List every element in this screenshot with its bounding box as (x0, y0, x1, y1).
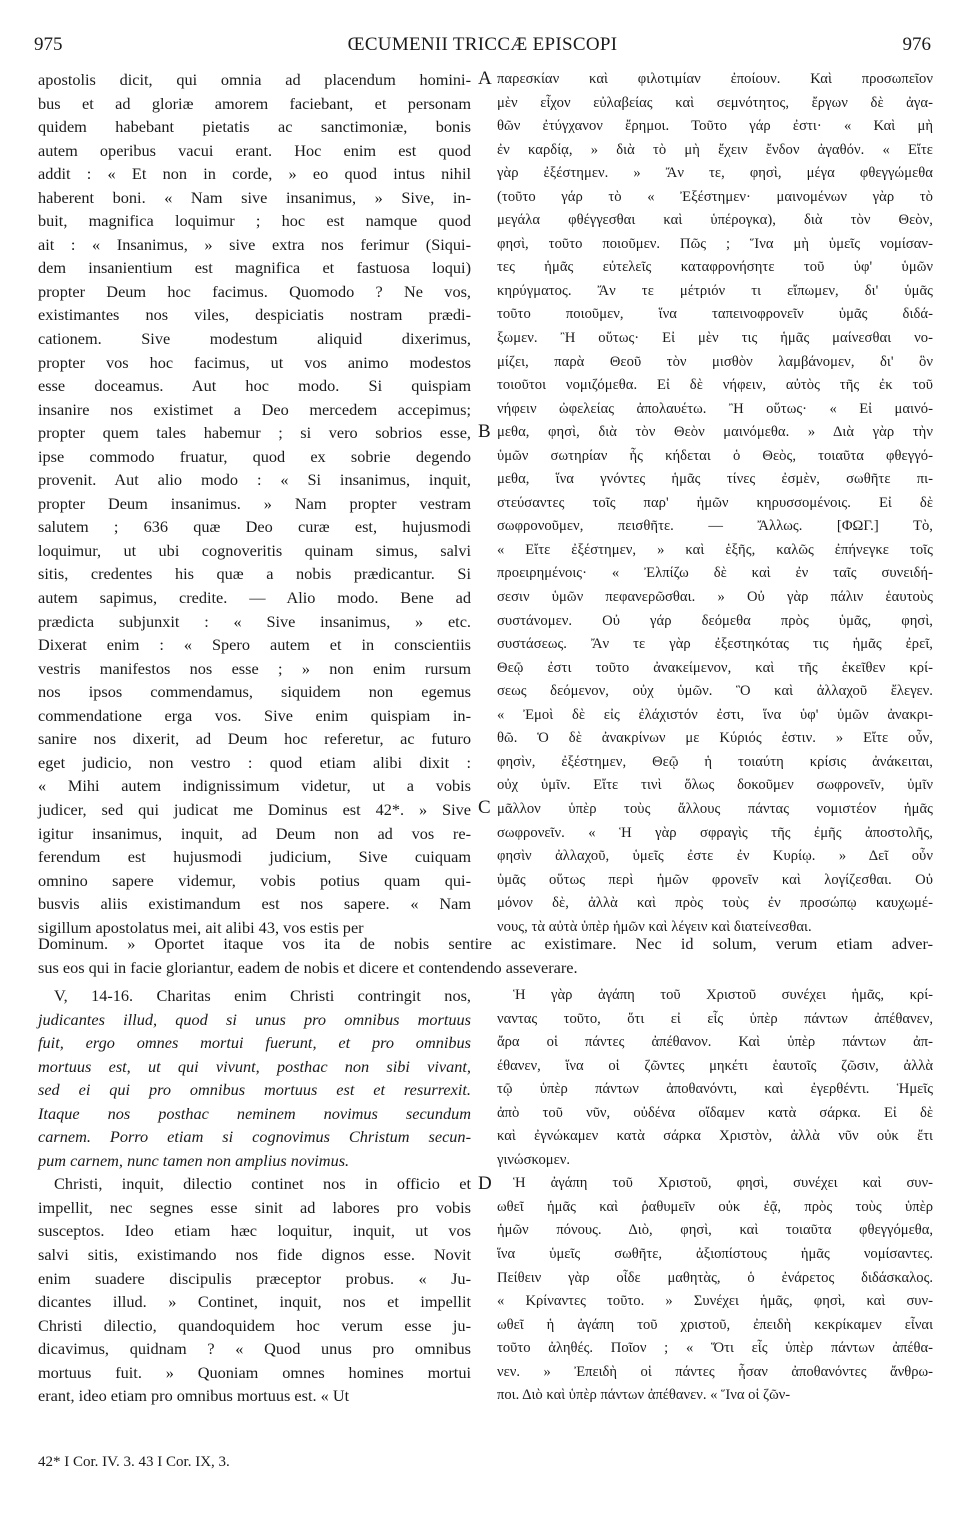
text-line: θῶν ἐτύγχανον ἔρημοι. Τοῦτο γάρ ἐστι· « Καὶ μὴ (497, 118, 933, 135)
text-line: φησὶν ἀλλαχοῦ, ὑμεῖς ἐστε ἐν Κυρίῳ. » Δεῖ οὖν (497, 848, 933, 865)
text-line: propter Deum hoc facimus. Quomodo ? Ne vos, (38, 281, 471, 301)
page-header (34, 34, 931, 58)
text-line: προειρημένοις· « Ἐλπίζω δὲ καὶ ἐν ταῖς συνειδή- (497, 565, 933, 582)
text-line: « Mihi autem indignissimum videtur, ut a vobis (38, 776, 471, 796)
text-line: (τοῦτο γάρ τὸ « Ἐξέστημεν· μαινομένων γὰρ τὸ (497, 188, 933, 205)
latin-column-bottom (38, 984, 471, 1408)
text-line: Dixerat enim : « Spero autem et in conscientiis (38, 635, 471, 655)
text-line: ὑμᾶς οὕτως περὶ ἡμῶν φρονεῖν καὶ λογίζεσθαι. Οὐ (497, 871, 933, 888)
text-line: νους, τὰ αὐτὰ ὑπὲρ ἡμῶν καὶ λέγειν καὶ διατείνεσθαι. (497, 918, 812, 935)
text-line: μὲν εἶχον εὐλαβείας καὶ σεμνότητος, ἔργων δὲ ἀγα- (497, 94, 933, 111)
text-line: γὰρ ἐξέστημεν. » Ἄν τε, φησὶ, μέγα φθεγγώμεθα (497, 165, 933, 182)
text-line: fuit, ergo omnes mortui fuerunt, et pro omnibus (38, 1033, 471, 1053)
text-line: ἀπὸ τοῦ νῦν, οὐδένα οἴδαμεν κατὰ σάρκα. Εἰ δὲ (497, 1104, 933, 1121)
text-line: quidem habebant pietatis ac sanctimoniæ, bonis (38, 117, 471, 137)
running-title: ŒCUMENII TRICCÆ EPISCOPI (347, 34, 618, 55)
text-line: σωφρονοῦμεν, πεισθῆτε. — Ἄλλως. [ΦΩΓ.] Τὸ, (497, 518, 933, 535)
text-line: ἵνα ὑμεῖς σωθῆτε, ἀξιοπίστους ἡμᾶς νομίσαντες. (497, 1246, 933, 1263)
text-line: τοῦτο ποιοῦμεν, ἵνα ταπεινοφρονεῖν ὑμᾶς διδά- (497, 306, 933, 323)
greek-column-bottom (497, 984, 933, 1408)
footnote: 42* I Cor. IV. 3. 43 I Cor. IX, 3. (38, 1454, 230, 1470)
text-line: νεν. » Ἐπειδὴ οἱ πάντες ἦσαν ἀποθανόντες ἄνθρω- (497, 1363, 933, 1380)
text-line: judicer, sed qui judicat me Dominus est 42*. » Sive (38, 799, 471, 819)
text-line: sanire nos dixerit, ad Deum hoc referetur, ac futuro (38, 729, 471, 749)
text-line: bus et ad gloriæ amorem faciebant, et personam (38, 93, 471, 113)
text-line: loquimur, ut ubi cognoveritis quinam simus, salvi (38, 540, 471, 560)
text-line: ξωμεν. Ἢ οὕτως· Εἰ μὲν τις ἡμᾶς μαίνεσθαι νο- (497, 330, 933, 347)
text-line: φησὶν, ἐξέστημεν, Θεῷ ἡ τοιαύτη κρίσις ἀνάκειται, (497, 753, 933, 770)
text-line: propter Deum insanimus. » Nam propter vestram (38, 493, 471, 513)
text-line: buit, magnifica loquimur ; hoc est namque quod (38, 211, 471, 231)
text-line: mortuus fuit. » Quoniam omnes homines mortui (38, 1362, 471, 1382)
text-line: μᾶλλον ὑπὲρ τοὺς ἄλλους πάντας νομιστέον ἡμᾶς (497, 800, 933, 817)
text-line: τες ἡμᾶς εὐτελεῖς καταφρονήσητε τοῦ ὑφ' ὑμῶν (497, 259, 933, 276)
text-line: ἡμῶν πόνους. Διὸ, φησὶ, καὶ τοιαῦτα φθεγγόμεθα, (497, 1222, 933, 1239)
text-line: igitur insanimus, inquit, ad Deum non ad vos re- (38, 823, 471, 843)
text-line: salvi sitis, existimando nos fide dignos esse. Novit (38, 1245, 471, 1265)
text-line: insanire nos existimet a Deo mercedem accepimus; (38, 399, 471, 419)
margin-marker-c: C (478, 797, 491, 818)
text-line: « Ἐμοὶ δὲ εἰς ἐλάχιστόν ἐστι, ἵνα ὑφ' ὑμῶν ἀνακρι- (497, 706, 933, 723)
text-line: στεύσαντες τοῖς παρ' ἡμῶν κηρυσσομένοις. Εἰ δὲ (497, 494, 933, 511)
text-line: addit : « Et non in corde, » eo quod intus nihil (38, 164, 471, 184)
text-line: μεγάλα φθέγγεσθαι καὶ ὑπέρογκα), διὰ τὸν Θεὸν, (497, 212, 933, 229)
text-line: μεθα, φησὶ, διὰ τὸν Θεὸν μαινόμεθα. » Διὰ γὰρ τὴν (497, 424, 933, 441)
text-line: παρεσκίαν καὶ φιλοτιμίαν ἐποίουν. Καὶ προσωπεῖον (497, 71, 933, 87)
text-line: dem insanientium est magnifica et fastuosa loqui) (38, 258, 471, 278)
text-line: μεθα, ἵνα γνόντες ἡμᾶς τίνες ἐσμὲν, σωθῆτε πι- (497, 471, 933, 488)
text-line: prædicta subjunxit : « Sive insanimus, » etc. (38, 611, 471, 631)
margin-marker-a: A (478, 68, 492, 89)
text-line: έθανεν, ἵνα οἱ ζῶντες μηκέτι ἑαυτοῖς ζῶσιν, ἀλλὰ (497, 1057, 933, 1074)
text-line: commendatione erga vos. Sive enim quispiam in- (38, 705, 471, 725)
text-line: σωφρονεῖν. « Ἡ γὰρ σφραγὶς τῆς ἐμῆς ἀποστολῆς, (497, 824, 933, 841)
text-line: ποι. Διὸ καὶ ὑπὲρ πάντων ἀπέθανεν. « Ἵνα οἱ ζῶν- (497, 1387, 791, 1404)
full-width-text (38, 932, 933, 979)
text-line: κηρύγματος. Ἄν τε μέτριόν τι εἴπωμεν, δι' ὑμᾶς (497, 282, 933, 299)
text-line: carnem. Porro etiam si cognovimus Christum secun- (38, 1127, 471, 1147)
margin-marker-b: B (478, 421, 491, 442)
margin-marker-d: D (478, 1173, 492, 1194)
text-line: σεως δεόμενον, οὐχ ὑμῶν. Ὃ καὶ ἀλλαχοῦ ἔλεγεν. (497, 683, 933, 700)
text-line: provenit. Aut alio modo : « Si insanimus, inquit, (38, 470, 471, 490)
text-line: cationem. Sive modestum aliquid dixerimus, (38, 329, 471, 349)
text-line: συστάνομεν. Οὐ γάρ δεόμεθα πρὸς ὑμᾶς, φησὶ, (497, 612, 933, 629)
text-line: ipse commodo fruatur, quod ex sobrie degendo (38, 446, 471, 466)
text-line: omnino sapere videmur, vobis potius quam qui- (38, 870, 471, 890)
text-line: τοῦτο ἀληθές. Ποῖον ; « Ὅτι εἷς ὑπὲρ πάντων ἀπέθα- (497, 1340, 933, 1357)
text-line: Itaque nos posthac neminem novimus secundum (38, 1103, 471, 1123)
text-line: γινώσκομεν. (497, 1151, 570, 1168)
text-line: Christi, inquit, dilectio continet nos in officio et (54, 1174, 471, 1194)
text-line: σεσιν ὑμῶν πεφανερῶσθαι. » Οὐ γὰρ πάλιν ἑαυτοὺς (497, 589, 933, 606)
text-line: autem sapimus, credite. — Alio modo. Bene ad (38, 588, 471, 608)
text-line: V, 14-16. Charitas enim Christi contringit nos, (54, 986, 471, 1005)
text-line: vestris manifestos nos esse ; » non enim rursum (38, 658, 471, 678)
text-line: impellit, nec segnes esse sinit ad labores pro vobis (38, 1197, 471, 1217)
text-line: dicavimus, quidnam ? « Quod unus pro omnibus (38, 1339, 471, 1359)
text-line: καὶ ἐγνώκαμεν κατὰ σάρκα Χριστὸν, ἀλλὰ νῦν οὐκ ἔτι (497, 1128, 933, 1145)
text-line: mortuus est, ut qui vivunt, posthac non sibi vivant, (38, 1056, 471, 1076)
text-line: οὐχ ὑμῖν. Εἴτε τινὶ ὅλως δοκοῦμεν σωφρονεῖν, ὑμῖν (497, 777, 933, 794)
latin-column-top (38, 68, 471, 939)
text-line: enim suadere discipulis præceptor probus. « Ju- (38, 1268, 471, 1288)
left-page-number: 975 (34, 34, 63, 55)
text-line: « Εἴτε ἐξέστημεν, » καὶ ἑξῆς, καλῶς ἐπήνεγκε τοῖς (497, 541, 933, 558)
text-line: μόνον δὲ, ἀλλὰ καὶ πρὸς τοὺς ἐν προσώπῳ καυχωμέ- (497, 895, 933, 912)
text-line: τῷ ὑπὲρ πάντων ἀποθανόντι, καὶ ἐγερθέντι. Ἡμεῖς (497, 1081, 933, 1098)
text-line: dicantes illud. » Continet, inquit, nos et impellit (38, 1292, 471, 1312)
text-line: ὑμῶν σωτηρίαν ἧς κήδεται ὁ Θεὸς, τοιαῦτα φθεγγό- (497, 447, 933, 464)
text-line: « Κρίναντες τοῦτο. » Συνέχει ἡμᾶς, φησὶ, καὶ συν- (497, 1293, 933, 1310)
text-line: ferendum est hujusmodi judicium, Sive cuiquam (38, 847, 471, 867)
text-line: erant, ideo etiam pro omnibus mortuus est. « Ut (38, 1386, 350, 1406)
text-line: ναντας τοῦτο, ὅτι εἰ εἷς ὑπὲρ πάντων ἀπέθανεν, (497, 1010, 933, 1027)
text-line: ἐν καρδίᾳ, » διὰ τὸ μὴ ἔχειν ἔνδον ἀγαθόν. « Εἴτε (497, 141, 933, 158)
text-line: nos ipsos commendamus, siquidem non egemus (38, 682, 471, 702)
text-line: sus eos qui in facie gloriantur, eadem de nobis et dicere et contendendo asseverare. (38, 957, 578, 977)
text-line: haberent boni. « Nam sive insanimus, » Sive, in- (38, 187, 471, 207)
text-line: ωθεῖ ἡ ἀγάπη τοῦ χριστοῦ, ἐπειδὴ κεκρίκαμεν εἶναι (497, 1316, 933, 1333)
text-line: Θεῷ ἐστι τοῦτο ἀνακείμενον, καὶ τῆς ἐκεῖθεν κρί- (497, 659, 933, 676)
text-line: judicantes illud, quod si unus pro omnibus mortuus (38, 1009, 471, 1029)
text-line: eget judicio, non vestro : quod etiam alibi dixit : (38, 752, 471, 772)
text-line: θῶ. Ὁ δὲ ἀνακρίνων με Κύριός ἐστιν. » Εἴτε οὖν, (497, 730, 933, 747)
text-line: Πείθειν γὰρ οἶδε μαθητὰς, ὁ ἐνάρετος διδάσκαλος. (497, 1269, 933, 1286)
text-line: sed ei qui pro omnibus mortuus est et resurrexit. (38, 1080, 471, 1100)
text-line: τοιοῦτοι νομιζόμεθα. Εἰ δὲ νήφειν, αὐτὸς τῆς ἐκ τοῦ (497, 377, 933, 394)
text-line: pum carnem, nunc tamen non amplius novimus. (38, 1150, 350, 1170)
text-line: Dominum. » Oportet itaque vos ita de nobis sentire ac existimare. Nec id solum, verum etiam adver- (38, 934, 933, 953)
text-line: Ἡ γὰρ ἀγάπη τοῦ Χριστοῦ συνέχει ἡμᾶς, κρί- (513, 987, 933, 1003)
text-line: συστάσεως. Ἄν τε γὰρ ἐξεστηκότας τις ἡμᾶς ἐρεῖ, (497, 636, 933, 653)
text-line: autem operibus vacui erant. Hoc enim est quod (38, 140, 471, 160)
text-line: propter vos hoc facimus, ut vos animo modestos (38, 352, 471, 372)
text-line: ωθεῖ ἡμᾶς καὶ ῥαθυμεῖν οὐκ ἐᾷ, πρὸς τοὺς ὑπὲρ (497, 1198, 933, 1215)
text-line: busvis aliis existimandum est nos sapere. « Nam (38, 894, 471, 914)
right-page-number: 976 (902, 34, 931, 55)
text-line: sigillum apostolatus mei, ait alibi 43, vos estis per (38, 917, 364, 937)
greek-column-top (497, 68, 933, 939)
text-line: νήφειν ὠφελείας ἀπολαυέτω. Ἢ οὕτως· « Εἰ μαινό- (497, 400, 933, 417)
text-line: Ἡ ἀγάπη τοῦ Χριστοῦ, φησὶ, συνέχει καὶ συν- (513, 1175, 933, 1192)
text-line: μίζει, παρὰ Θεοῦ τὸν μισθὸν λαμβάνομεν, δι' ὃν (497, 353, 933, 370)
text-line: susceptos. Ideo etiam hæc loquitur, inquit, ut vos (38, 1221, 471, 1241)
text-line: salutem ; 636 quæ Deo curæ est, hujusmodi (38, 517, 471, 537)
text-line: propter quem tales habemur ; si vero sobrios esse, (38, 423, 471, 443)
text-line: Christi dilectio, quandoquidem hoc verum esse ju- (38, 1315, 471, 1335)
text-line: esse doceamus. Aut hoc modo. Si quispiam (38, 376, 471, 396)
text-line: apostolis dicit, qui omnia ad placendum homini- (38, 70, 471, 89)
text-line: ἄρα οἱ πάντες ἀπέθανον. Καὶ ὑπὲρ πάντων ἀπ- (497, 1034, 933, 1051)
text-line: existimantes nos viles, despiciatis nostram prædi- (38, 305, 471, 325)
text-line: ait : « Insanimus, » sive extra nos ferimur (Siqui- (38, 234, 471, 254)
text-line: φησὶ, τοῦτο ποιοῦμεν. Πῶς ; Ἵνα μὴ ὑμεῖς νομίσαν- (497, 235, 933, 252)
text-line: sitis, credentes his quæ a nobis prædicantur. Si (38, 564, 471, 584)
